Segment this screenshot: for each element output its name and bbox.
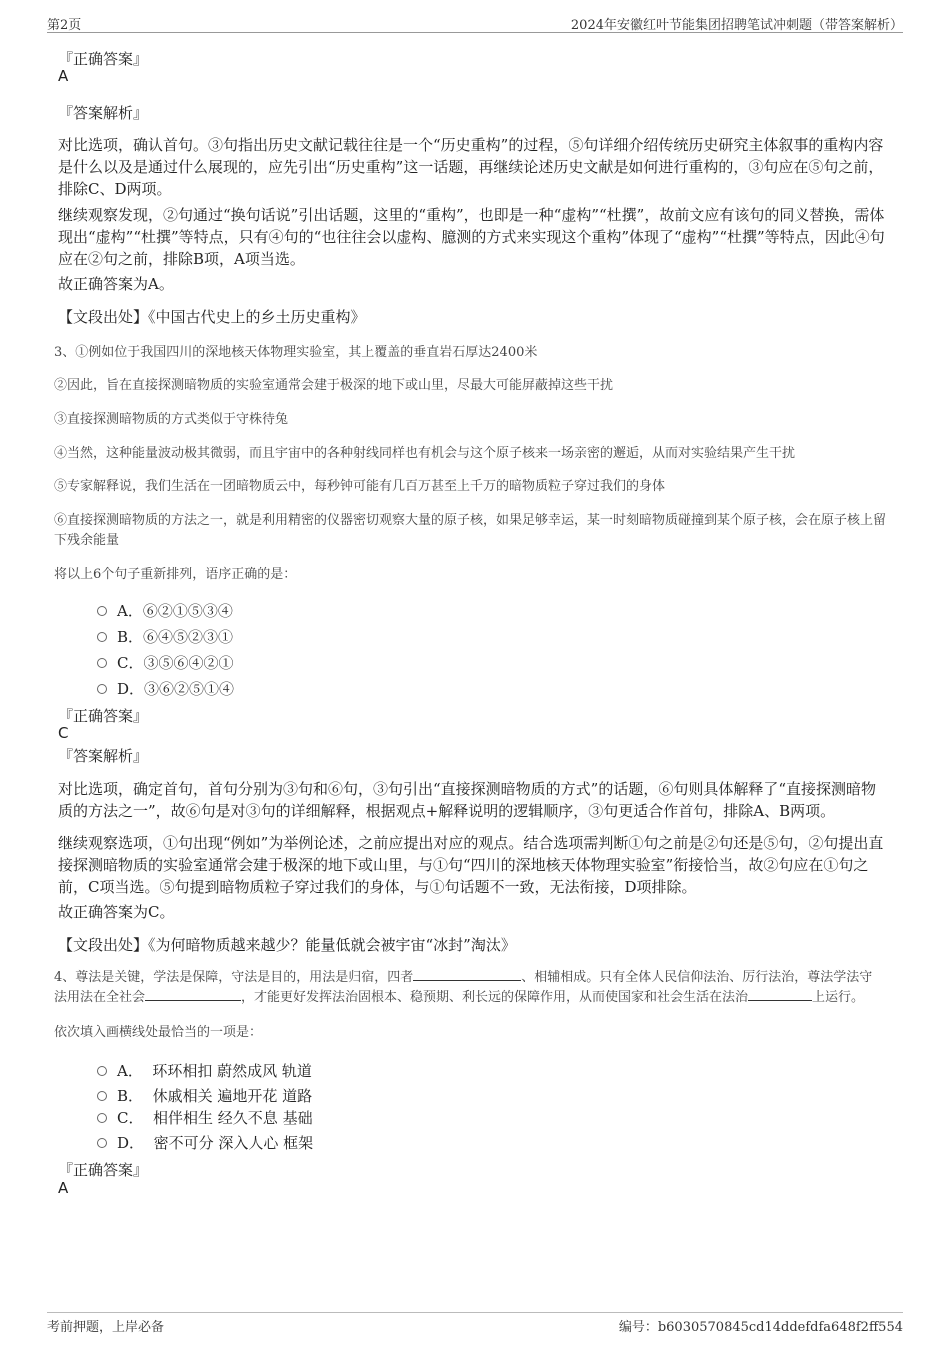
question-stem: 4、尊法是关键，学法是保障，守法是目的，用法是归宿，四者 、相辅相成。只有全体人民信仰法治、厉行法治，尊法学法守 法用法在全社会 ，才能更好发挥法治固根本、稳预期、利长远的保障作用，从而使国家和社会生活在法治 上运行。 bbox=[54, 970, 873, 1005]
answer-label: 『正确答案』 bbox=[58, 50, 149, 68]
radio-icon[interactable] bbox=[97, 658, 107, 668]
question-sentence: ④当然，这种能量波动极其微弱，而且宇宙中的各种射线同样也有机会与这个原子核来一场亲密的邂逅，从而对实验结果产生干扰 bbox=[54, 446, 796, 461]
option-a[interactable]: A．⑥②①⑤③④ bbox=[97, 600, 233, 621]
analysis-paragraph: 对比选项，确定首句，首句分别为③句和⑥句，③句引出“直接探测暗物质的方式”的话题，⑥句则具体解释了“直接探测暗物质的方法之一”，故⑥句是对③句的详细解释，根据观点+解释说明的逻辑顺序，③句更适合作首句，排除A、B两项。 bbox=[58, 780, 877, 820]
source-citation: 【文段出处】《为何暗物质越来越少？能量低就会被宇宙“冰封”淘汰》 bbox=[58, 936, 516, 954]
option-b[interactable]: B． 休戚相关 遍地开花 道路 bbox=[97, 1085, 312, 1106]
option-c[interactable]: C． 相伴相生 经久不息 基础 bbox=[97, 1107, 313, 1128]
analysis-conclusion: 故正确答案为C。 bbox=[58, 903, 175, 921]
page-footer bbox=[47, 1312, 903, 1335]
source-citation: 【文段出处】《中国古代史上的乡土历史重构》 bbox=[58, 308, 366, 326]
question-sentence: 3、①例如位于我国四川的深地核天体物理实验室，其上覆盖的垂直岩石厚达2400米 bbox=[54, 345, 538, 360]
answer-value: C bbox=[58, 724, 69, 742]
document-title: 2024年安徽红叶节能集团招聘笔试冲刺题（带答案解析） bbox=[570, 18, 903, 33]
page-header bbox=[47, 12, 903, 33]
footer-slogan: 考前押题，上岸必备 bbox=[47, 1320, 165, 1335]
radio-icon[interactable] bbox=[97, 684, 107, 694]
option-a[interactable]: A． 环环相扣 蔚然成风 轨道 bbox=[97, 1060, 312, 1081]
question-sentence: ⑥直接探测暗物质的方法之一，就是利用精密的仪器密切观察大量的原子核，如果足够幸运，某一时刻暗物质碰撞到某个原子核，会在原子核上留下残余能量 bbox=[54, 513, 887, 548]
question-prompt: 依次填入画横线处最恰当的一项是： bbox=[54, 1025, 263, 1040]
analysis-paragraph: 继续观察选项，①句出现“例如”为举例论述，之前应提出对应的观点。结合选项需判断①句之前是②句还是⑤句，②句提出直接探测暗物质的实验室通常会建于极深的地下或山里，与①句“四川的深地核天体物理实验室”衔接恰当，故②句应在①句之前，C项当选。⑤句提到暗物质粒子穿过我们的身体，与①句话题不一致，无法衔接，D项排除。 bbox=[58, 834, 884, 896]
radio-icon[interactable] bbox=[97, 1091, 107, 1101]
analysis-conclusion: 故正确答案为A。 bbox=[58, 275, 174, 293]
analysis-label: 『答案解析』 bbox=[58, 747, 149, 765]
fill-blank[interactable] bbox=[145, 1000, 241, 1001]
radio-icon[interactable] bbox=[97, 606, 107, 616]
option-d[interactable]: D．③⑥②⑤①④ bbox=[97, 678, 234, 699]
question-sentence: ⑤专家解释说，我们生活在一团暗物质云中，每秒钟可能有几百万甚至上千万的暗物质粒子穿过我们的身体 bbox=[54, 479, 666, 494]
radio-icon[interactable] bbox=[97, 1113, 107, 1123]
radio-icon[interactable] bbox=[97, 1066, 107, 1076]
fill-blank[interactable] bbox=[748, 1000, 812, 1001]
page-number: 第2页 bbox=[47, 18, 82, 33]
answer-value: A bbox=[58, 1179, 69, 1197]
answer-label: 『正确答案』 bbox=[58, 707, 149, 725]
analysis-label: 『答案解析』 bbox=[58, 104, 149, 122]
analysis-paragraph: 继续观察发现，②句通过“换句话说”引出话题，这里的“重构”，也即是一种“虚构”“杜撰”，故前文应有该句的同义替换，需体现出“虚构”“杜撰”等特点，只有④句的“也往往会以虚构、臆测的方式来实现这个重构”体现了“虚构”“杜撰”等特点，因此④句应在②句之前，排除B项，A项当选。 bbox=[58, 206, 885, 268]
option-c[interactable]: C．③⑤⑥④②① bbox=[97, 652, 234, 673]
radio-icon[interactable] bbox=[97, 1138, 107, 1148]
footer-serial: 编号：b6030570845cd14ddefdfa648f2ff554 bbox=[618, 1320, 903, 1335]
question-prompt: 将以上6个句子重新排列，语序正确的是： bbox=[54, 567, 297, 582]
option-d[interactable]: D． 密不可分 深入人心 框架 bbox=[97, 1132, 313, 1153]
radio-icon[interactable] bbox=[97, 632, 107, 642]
fill-blank[interactable] bbox=[413, 980, 521, 981]
option-b[interactable]: B．⑥④⑤②③① bbox=[97, 626, 233, 647]
analysis-paragraph: 对比选项，确认首句。③句指出历史文献记载往往是一个“历史重构”的过程，⑤句详细介绍传统历史研究主体叙事的重构内容是什么以及是通过什么展现的，应先引出“历史重构”这一话题，再继续论述历史文献是如何进行重构的，③句应在⑤句之前，排除C、D两项。 bbox=[58, 136, 884, 198]
question-sentence: ③直接探测暗物质的方式类似于守株待兔 bbox=[54, 412, 289, 427]
question-sentence: ②因此，旨在直接探测暗物质的实验室通常会建于极深的地下或山里，尽最大可能屏蔽掉这些干扰 bbox=[54, 378, 614, 393]
answer-value: A bbox=[58, 67, 69, 85]
answer-label: 『正确答案』 bbox=[58, 1161, 149, 1179]
